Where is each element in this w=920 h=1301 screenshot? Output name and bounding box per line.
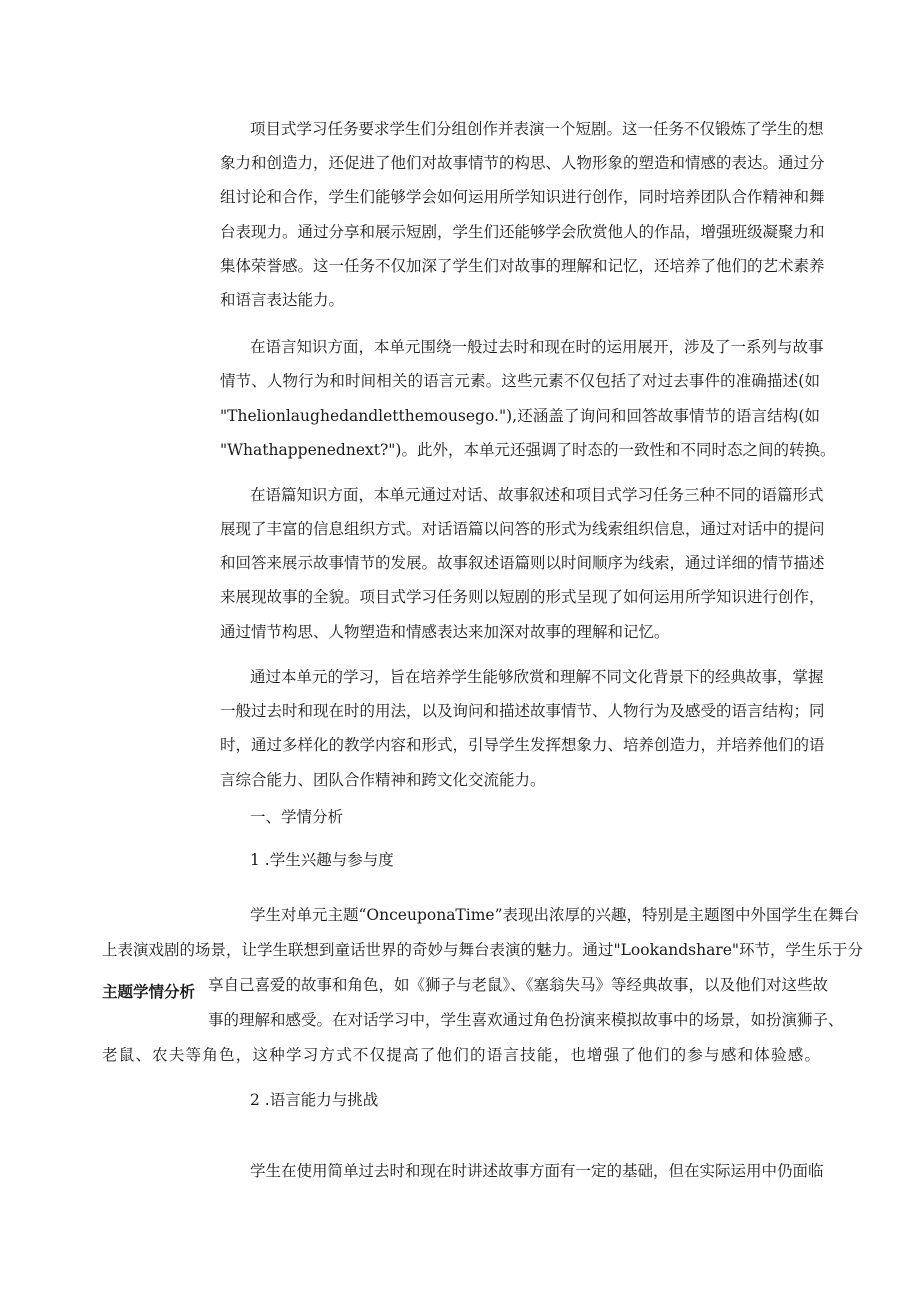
paragraph-line: 老鼠、农夫等角色，这种学习方式不仅提高了他们的语言技能，也增强了他们的参与感和体验感。 — [102, 1046, 820, 1064]
paragraph-line: 和回答来展示故事情节的发展。故事叙述语篇则以时间顺序为线索，通过详细的情节描述 — [220, 554, 825, 572]
subsection-heading: 1 .学生兴趣与参与度 — [250, 851, 394, 869]
paragraph-line: 象力和创造力，还促进了他们对故事情节的构思、人物形象的塑造和情感的表达。通过分 — [220, 154, 825, 172]
paragraph-line: 在语言知识方面，本单元围绕一般过去时和现在时的运用展开，涉及了一系列与故事 — [250, 338, 824, 356]
paragraph-line: 来展现故事的全貌。项目式学习任务则以短剧的形式呈现了如何运用所学知识进行创作， — [220, 588, 825, 606]
side-label: 主题学情分析 — [102, 983, 196, 1001]
paragraph-line: 一般过去时和现在时的用法，以及询问和描述故事情节、人物行为及感受的语言结构；同 — [220, 702, 825, 720]
paragraph-line: 言综合能力、团队合作精神和跨文化交流能力。 — [220, 771, 546, 789]
paragraph-line: 通过情节构思、人物塑造和情感表达来加深对故事的理解和记忆。 — [220, 623, 670, 641]
paragraph-line: 学生在使用简单过去时和现在时讲述故事方面有一定的基础，但在实际运用中仍面临 — [250, 1162, 824, 1180]
paragraph-line: 学生对单元主题“OnceuponaTime”表现出浓厚的兴趣，特别是主题图中外国学生在舞台 — [250, 906, 860, 924]
paragraph-line: "Thelionlaughedandletthemousego."),还涵盖了询问和回答故事情节的语言结构(如 — [220, 407, 820, 425]
paragraph-line: 展现了丰富的信息组织方式。对话语篇以问答的形式为线索组织信息，通过对话中的提问 — [220, 520, 825, 538]
paragraph-line: 组讨论和合作，学生们能够学会如何运用所学知识进行创作，同时培养团队合作精神和舞 — [220, 188, 825, 206]
paragraph-line: 在语篇知识方面，本单元通过对话、故事叙述和项目式学习任务三种不同的语篇形式 — [250, 486, 824, 504]
paragraph-line: 通过本单元的学习，旨在培养学生能够欣赏和理解不同文化背景下的经典故事，掌握 — [250, 668, 824, 686]
paragraph-line: 事的理解和感受。在对话学习中，学生喜欢通过角色扮演来模拟故事中的场景，如扮演狮子、 — [208, 1011, 844, 1029]
paragraph-line: 情节、人物行为和时间相关的语言元素。这些元素不仅包括了对过去事件的准确描述(如 — [220, 372, 820, 390]
paragraph-line: 项目式学习任务要求学生们分组创作并表演一个短剧。这一任务不仅锻炼了学生的想 — [250, 120, 824, 138]
paragraph-line: 上表演戏剧的场景，让学生联想到童话世界的奇妙与舞台表演的魅力。通过"Lookandshare"环节，学生乐于分 — [102, 941, 864, 959]
paragraph-line: 时，通过多样化的教学内容和形式，引导学生发挥想象力、培养创造力，并培养他们的语 — [220, 736, 825, 754]
paragraph-line: 集体荣誉感。这一任务不仅加深了学生们对故事的理解和记忆，还培养了他们的艺术素养 — [220, 257, 825, 275]
subsection-heading: 2 .语言能力与挑战 — [250, 1091, 379, 1109]
paragraph-line: 台表现力。通过分享和展示短剧，学生们还能够学会欣赏他人的作品，增强班级凝聚力和 — [220, 223, 825, 241]
section-heading: 一、学情分析 — [250, 808, 344, 826]
paragraph-line: 享自己喜爱的故事和角色，如《狮子与老鼠》、《塞翁失马》等经典故事，以及他们对这些故 — [208, 976, 829, 994]
paragraph-line: 和语言表达能力。 — [220, 291, 345, 309]
paragraph-line: "Whathappenednext?")。此外，本单元还强调了时态的一致性和不同时态之间的转换。 — [220, 441, 836, 459]
